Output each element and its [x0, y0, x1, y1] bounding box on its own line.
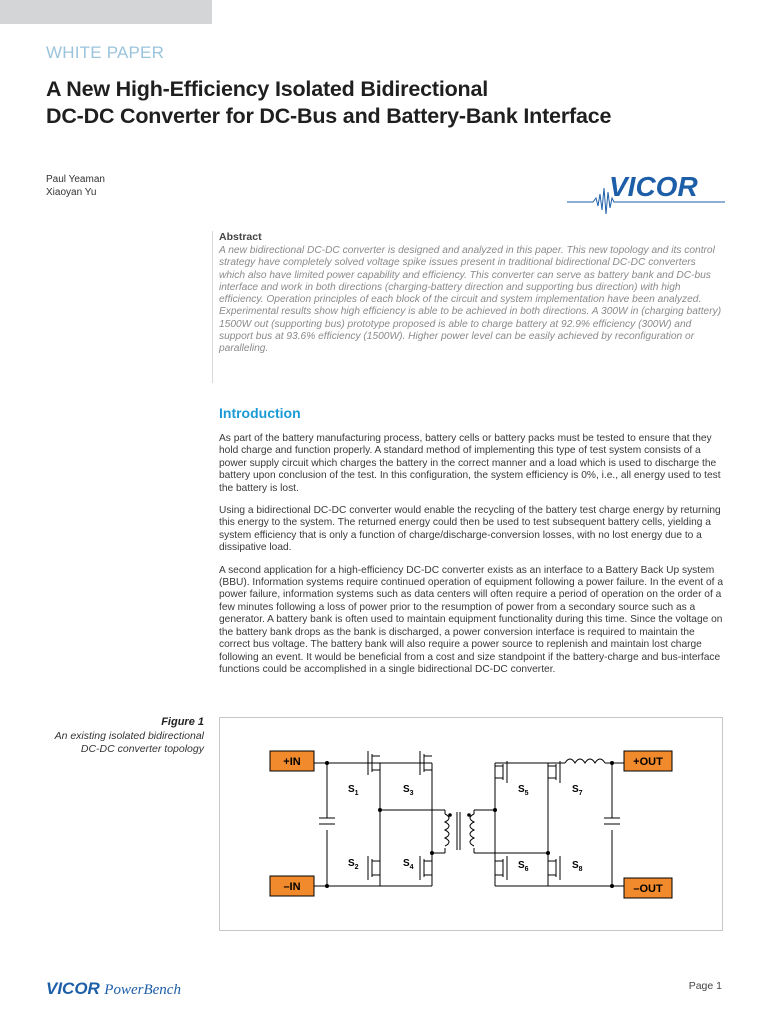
switch-label-s7: $S_7$	[572, 784, 583, 797]
abstract-text: A new bidirectional DC-DC converter is designed and analyzed in this paper. This new topology and its control strategy have completely solved voltage spike issues present in traditional bidirectional DC-DC converters which also have limited power capability and efficiency. This converter can serve as battery bank and DC-bus interface and work in both directions (charging-battery direction and supporting bus direction) with high efficiency. Operation principles of each block of the circuit and system implementation have been analyzed. Experimental results show high efficiency is able to be achieved in both directions. A 300W in (charging battery) 1500W out (supporting bus) prototype proposed is able to charge battery at 92.9% efficiency (300W) and support bus at 93.6% efficiency (1500W). Higher power level can be easily achieved by reconfiguration or paralleling.	[219, 245, 722, 355]
terminal-out-pos	[624, 751, 672, 771]
logo-wordmark: VICOR	[609, 171, 698, 202]
doc-type-label: WHITE PAPER	[46, 43, 165, 62]
page-number: Page 1	[688, 980, 722, 992]
figure-caption-line-1: An existing isolated bidirectional	[54, 730, 204, 742]
author-2: Xiaoyan Yu	[46, 187, 97, 198]
converter-schematic	[220, 718, 722, 930]
intro-paragraph-1: As part of the battery manufacturing process, battery cells or battery packs must be tested to ensure that they hold charge and function properly. A standard method of implementing this type of test system consists of a power supply circuit which charges the battery in the correct manner and a load which is used to discharge the battery upon conclusion of the test. In this configuration, the system efficiency is 0%, i.e., all energy used to test the battery is lost.	[219, 433, 721, 494]
switch-label-s4: $S_4$	[403, 858, 414, 871]
author-1: Paul Yeaman	[46, 174, 105, 185]
vicor-logo	[565, 168, 727, 220]
author-list	[46, 173, 105, 199]
abstract-heading: Abstract	[219, 231, 262, 243]
abstract-block	[219, 231, 724, 356]
svg-text:+IN: +IN	[283, 756, 301, 768]
switch-label-s1: $S_1$	[348, 784, 359, 797]
intro-paragraph-2: Using a bidirectional DC-DC converter would enable the recycling of the battery test charge energy by returning this energy to the system. The returned energy could then be used to test subsequent battery cells, yielding a system efficiency that is only a function of charge/discharge-conversion losses, with no lost energy due to a dissipative load.	[219, 505, 721, 554]
figure-1-box	[219, 717, 723, 931]
footer-logo	[46, 979, 181, 999]
header-bar	[0, 0, 212, 24]
svg-text:–OUT: –OUT	[633, 883, 663, 895]
switch-label-s8: $S_8$	[572, 860, 583, 873]
terminal-in-neg	[270, 876, 314, 896]
switch-label-s5: $S_5$	[518, 784, 529, 797]
introduction-heading: Introduction	[219, 405, 301, 421]
terminal-in-pos	[270, 751, 314, 771]
figure-label: Figure 1	[161, 716, 204, 728]
figure-caption-line-2: DC-DC converter topology	[80, 743, 204, 755]
footer-brand: VICOR	[46, 979, 100, 998]
svg-text:+OUT: +OUT	[633, 756, 663, 768]
abstract-rule	[212, 231, 213, 383]
figure-caption	[20, 716, 204, 756]
introduction-body	[219, 433, 724, 686]
footer-product: PowerBench	[104, 982, 181, 998]
switch-label-s2: $S_2$	[348, 858, 359, 871]
title-line-2: DC-DC Converter for DC-Bus and Battery-Bank Interface	[46, 104, 612, 128]
title-line-1: A New High-Efficiency Isolated Bidirectional	[46, 77, 488, 101]
switch-label-s3: $S_3$	[403, 784, 414, 797]
svg-text:–IN: –IN	[283, 881, 301, 893]
paper-title	[46, 76, 746, 130]
terminal-out-neg	[624, 878, 672, 898]
intro-paragraph-3: A second application for a high-efficiency DC-DC converter exists as an interface to a Battery Back Up system (BBU). Information systems require continued operation of equipment following a power failure. In the event of a power failure, information systems such as data centers will often require a period of operation on the order of a few minutes following a loss of power prior to the resumption of power from a secondary source such as a generator. A battery bank is often used to maintain equipment functionality during this time. Since the voltage on the battery bank drops as the bank is discharged, a power conversion interface is required to maintain the correct bus voltage. The battery bank will also require a power source to replenish and maintain lost charge following an event. It would be beneficial from a cost and size standpoint if the battery-charge and bus-interface functions could be accomplished in a single bidirectional DC-DC converter.	[219, 564, 723, 675]
switch-label-s6: $S_6$	[518, 860, 529, 873]
